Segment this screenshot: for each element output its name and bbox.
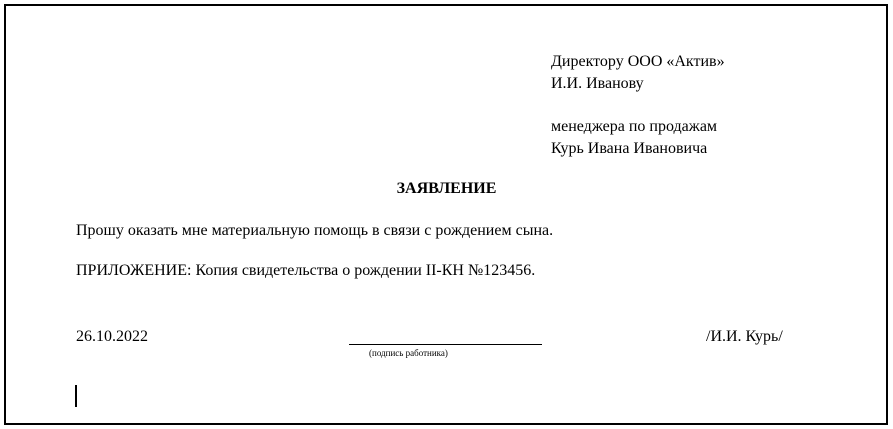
- addressee-block: [551, 51, 725, 160]
- signature-line: [349, 344, 542, 345]
- sender-position: менеджера по продажам: [551, 118, 718, 135]
- attachment-text: ПРИЛОЖЕНИЕ: Копия свидетельства о рождении II-КН №123456.: [76, 262, 536, 279]
- addressee-spacer: [551, 95, 725, 116]
- document-title: ЗАЯВЛЕНИЕ: [396, 180, 497, 197]
- sender-name: Курь Ивана Ивановича: [551, 140, 708, 157]
- document-date: 26.10.2022: [76, 328, 148, 345]
- addressee-position: Директору ООО «Актив»: [551, 53, 725, 70]
- request-text: Прошу оказать мне материальную помощь в связи с рождением сына.: [76, 222, 554, 239]
- signer-name: /И.И. Курь/: [706, 328, 783, 345]
- text-cursor[interactable]: [75, 385, 77, 407]
- document-frame: [4, 4, 888, 425]
- addressee-name: И.И. Иванову: [551, 75, 644, 92]
- signature-caption: (подпись работника): [369, 348, 448, 358]
